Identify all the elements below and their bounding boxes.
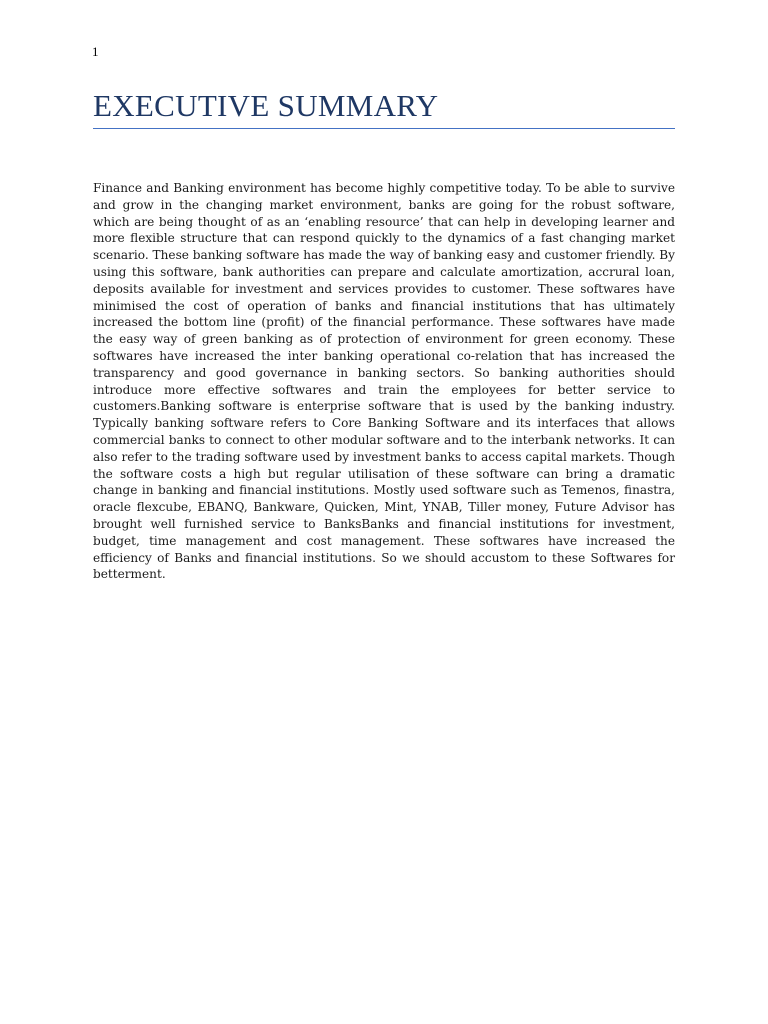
- body-paragraph: Finance and Banking environment has become highly competitive today. To be able to survive and grow in the changing market environment, banks are going for the robust software, which are being thought of as an ‘enabling resource’ that can help in developing learner and more flexible structure that can respond quickly to the dynamics of a fast changing market scenario. These banking software has made the way of banking easy and customer friendly. By using this software, bank authorities can prepare and calculate amortization, accrural loan, deposits available for investment and services provides to customer. These softwares have minimised the cost of operation of banks and financial institutions that has ultimately increased the bottom line (profit) of the financial performance. These softwares have made the easy way of green banking as of protection of environment for green economy. These softwares have increased the inter banking operational co-relation that has increased the transparency and good governance in banking sectors. So banking authorities should introduce more effective softwares and train the employees for better service to customers.Banking software is enterprise software that is used by the banking industry. Typically banking software refers to Core Banking Software and its interfaces that allows commercial banks to connect to other modular software and to the interbank networks. It can also refer to the trading software used by investment banks to access capital markets. Though the software costs a high but regular utilisation of these software can bring a dramatic change in banking and financial institutions. Mostly used software such as Temenos, finastra, oracle flexcube, EBANQ, Bankware, Quicken, Mint, YNAB, Tiller money, Future Advisor has brought well furnished service to BanksBanks and financial institutions for investment, budget, time management and cost management. These softwares have increased the efficiency of Banks and financial institutions. So we should accustom to these Softwares for betterment.: [93, 181, 675, 582]
- page-number: 1: [92, 44, 99, 59]
- page-title: EXECUTIVE SUMMARY: [93, 88, 439, 123]
- heading-underline: [93, 128, 675, 129]
